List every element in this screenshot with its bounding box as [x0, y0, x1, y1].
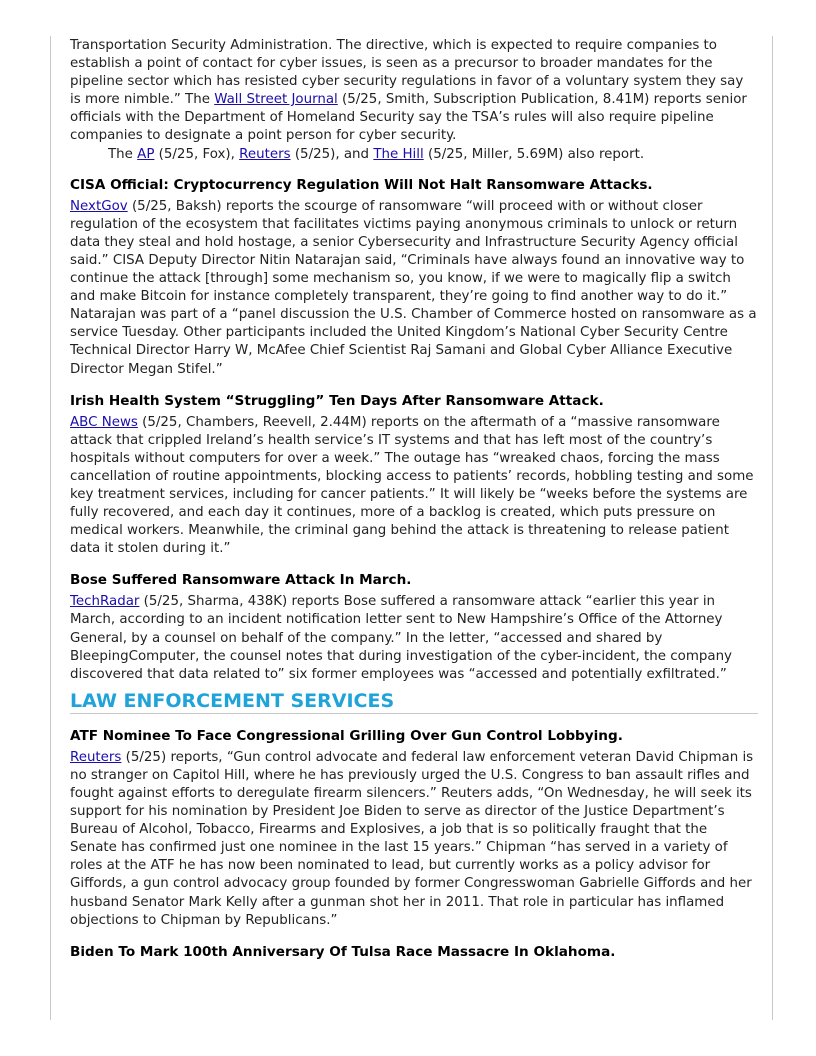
- article-headline-irish-health: Irish Health System “Struggling” Ten Days After Ransomware Attack.: [70, 392, 604, 409]
- left-margin-rule: [50, 36, 51, 1020]
- article-headline-atf-nominee: ATF Nominee To Face Congressional Grilling Over Gun Control Lobbying.: [70, 727, 623, 744]
- article-body-cisa: NextGov (5/25, Baksh) reports the scourge of ransomware “will proceed with or without closer regulation of the ecosystem that facilitates victims paying anonymous criminals to unlock or return data they steal and hold hostage, a senior Cybersecurity and Infrastructure Security Agency official said.” CISA Deputy Director Nitin Natarajan said, “Criminals have always found an innovative way to continue the attack [through] some mechanism so, you know, if we were to magically flip a switch and make Bitcoin for instance completely transparent, they’re going to find another way to do it.” Natarajan was part of a “panel discussion the U.S. Chamber of Commerce hosted on ransomware as a service Tuesday. Other participants included the United Kingdom’s National Cyber Security Centre Technical Director Harry W, McAfee Chief Scientist Raj Samani and Global Cyber Alliance Executive Director Megan Stifel.”: [70, 198, 757, 377]
- article-body-irish-health: ABC News (5/25, Chambers, Reevell, 2.44M) reports on the aftermath of a “massive ransomware attack that crippled Ireland’s health service’s IT systems and that has left most of the country’s hospitals without computers for over a week.” The outage has “wreaked chaos, forcing the mass cancellation of routine appointments, blocking access to patients’ records, hobbling testing and some key treatment services, including for cancer patients.” It will likely be “weeks before the systems are fully recovered, and each day it continues, more of a backlog is created, which puts pressure on medical workers. Meanwhile, the criminal gang behind the attack is threatening to release patient data it stolen during it.”: [70, 414, 754, 557]
- reuters-link[interactable]: Reuters: [239, 146, 291, 162]
- article-body-bose: TechRadar (5/25, Sharma, 438K) reports Bose suffered a ransomware attack “earlier this year in March, according to an incident notification letter sent to New Hampshire’s Office of the Attorney General, by a counsel on behalf of the company.” In the letter, “accessed and shared by BleepingComputer, the counsel notes that during investigation of the cyber-incident, the company discovered that data related to” six former employees was “accessed and potentially exfiltrated.”: [70, 594, 732, 682]
- article-body-atf-nominee: Reuters (5/25) reports, “Gun control advocate and federal law enforcement veteran David Chipman is no stranger on Capitol Hill, where he has previously urged the U.S. Congress to ban assault rifles and fought against efforts to deregulate firearm silencers.” Reuters adds, “On Wednesday, he will seek its support for his nomination by President Joe Biden to serve as director of the Justice Department’s Bureau of Alcohol, Tobacco, Firearms and Explosives, a job that is so politically fraught that the Senate has confirmed just one nominee in the last 15 years.” Chipman “has served in a variety of roles at the ATF he has now been nominated to lead, but currently works as a policy advisor for Giffords, a gun control advocacy group founded by former Congresswoman Gabrielle Giffords and her husband Senator Mark Kelly after a gunman shot her in 2011. That role in particular has inflamed objections to Chipman by Republicans.”: [70, 749, 754, 928]
- section-title-law-enforcement: LAW ENFORCEMENT SERVICES: [70, 690, 758, 714]
- nextgov-link[interactable]: NextGov: [70, 198, 128, 214]
- wall-street-journal-link[interactable]: Wall Street Journal: [214, 92, 338, 108]
- the-hill-link[interactable]: The Hill: [373, 146, 424, 162]
- article-headline-cisa: CISA Official: Cryptocurrency Regulation Will Not Halt Ransomware Attacks.: [70, 176, 653, 193]
- newsletter-content: [70, 37, 758, 961]
- article-headline-tulsa: Biden To Mark 100th Anniversary Of Tulsa Race Massacre In Oklahoma.: [70, 943, 616, 960]
- right-margin-rule: [772, 36, 773, 1020]
- ap-link[interactable]: AP: [137, 146, 155, 162]
- abc-news-link[interactable]: ABC News: [70, 414, 138, 430]
- reuters-source-link[interactable]: Reuters: [70, 749, 122, 765]
- intro-paragraph: Transportation Security Administration. The directive, which is expected to require companies to establish a point of contact for cyber issues, is seen as a precursor to broader mandates for the pipeline sector which has resisted cyber security regulations in favor of a voluntary system they say is more nimble.” The Wall Street Journal (5/25, Smith, Subscription Publication, 8.41M) reports senior officials with the Department of Homeland Security say the TSA’s rules will also require pipeline companies to designate a point person for cyber security.: [70, 38, 747, 144]
- article-headline-bose: Bose Suffered Ransomware Attack In March.: [70, 572, 412, 589]
- also-report-paragraph: The AP (5/25, Fox), Reuters (5/25), and The Hill (5/25, Miller, 5.69M) also report.: [108, 146, 645, 162]
- techradar-link[interactable]: TechRadar: [70, 594, 140, 610]
